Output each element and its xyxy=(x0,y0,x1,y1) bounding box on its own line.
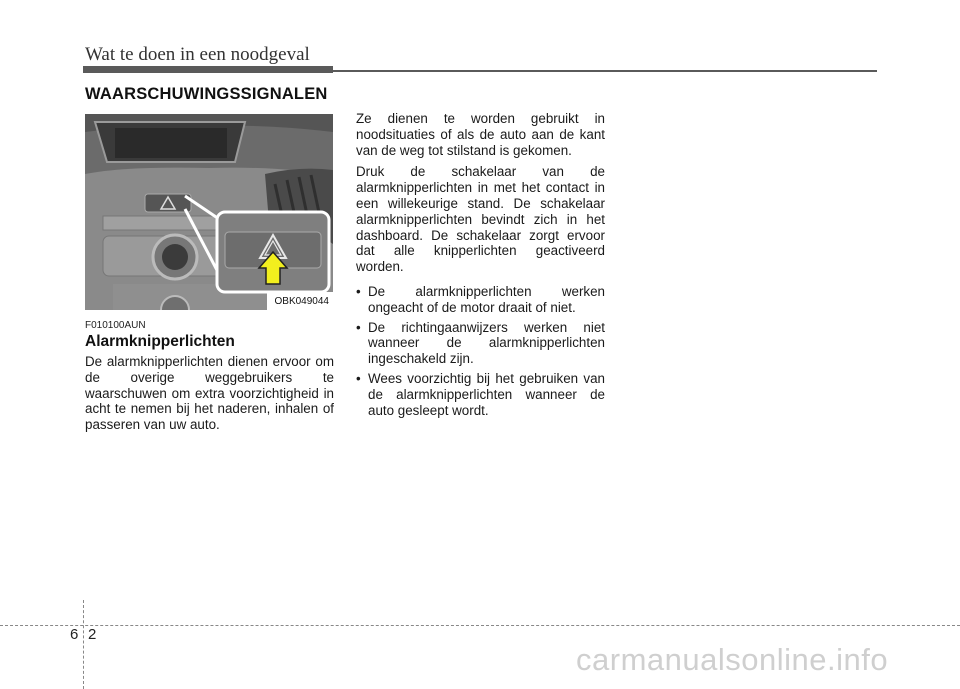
subheading: Alarmknipperlichten xyxy=(85,333,235,350)
list-item: • De richtingaanwijzers werken niet wanneer de alarmknipperlichten ingeschakeld zijn. xyxy=(356,319,605,367)
list-item: • Wees voorzichtig bij het gebruiken van de alarmknipperlichten wanneer de auto gesleept wordt. xyxy=(356,370,605,418)
running-header: Wat te doen in een noodgeval xyxy=(85,44,310,65)
hazard-switch-illustration xyxy=(85,114,333,310)
bullet-icon: • xyxy=(356,283,361,299)
list-item: • De alarmknipperlichten werken ongeacht of de motor draait of niet. xyxy=(356,283,605,315)
bullet-icon: • xyxy=(356,370,361,386)
right-column xyxy=(356,111,605,422)
operation-paragraph: Druk de schakelaar van de alarmknipperlichten in met het contact in een willekeurige stand. De schakelaar alarmknipperlichten bevindt zich in het dashboard. De schakelaar zorgt ervoor dat alle knipperlichten geactiveerd worden. xyxy=(356,164,605,275)
header-rule xyxy=(333,70,877,72)
chapter-number: 6 xyxy=(70,626,79,643)
reference-code: F010100AUN xyxy=(85,320,146,331)
intro-paragraph: De alarmknipperlichten dienen ervoor om de overige weggebruikers te waarschuwen om extra voorzichtigheid in acht te nemen bij het naderen, inhalen of passeren van uw auto. xyxy=(85,354,334,433)
notes-list xyxy=(356,284,605,418)
watermark: carmanualsonline.info xyxy=(576,642,889,677)
figure-code: OBK049044 xyxy=(274,296,329,307)
header-bar xyxy=(83,66,333,73)
usage-paragraph: Ze dienen te worden gebruikt in noodsituaties of als de auto aan de kant van de weg tot stilstand is gekomen. xyxy=(356,111,605,158)
page-number: 2 xyxy=(88,626,97,643)
section-title: WAARSCHUWINGSSIGNALEN xyxy=(85,85,328,103)
bullet-icon: • xyxy=(356,319,361,335)
footer-rule xyxy=(0,625,960,626)
footer-divider xyxy=(83,600,84,689)
